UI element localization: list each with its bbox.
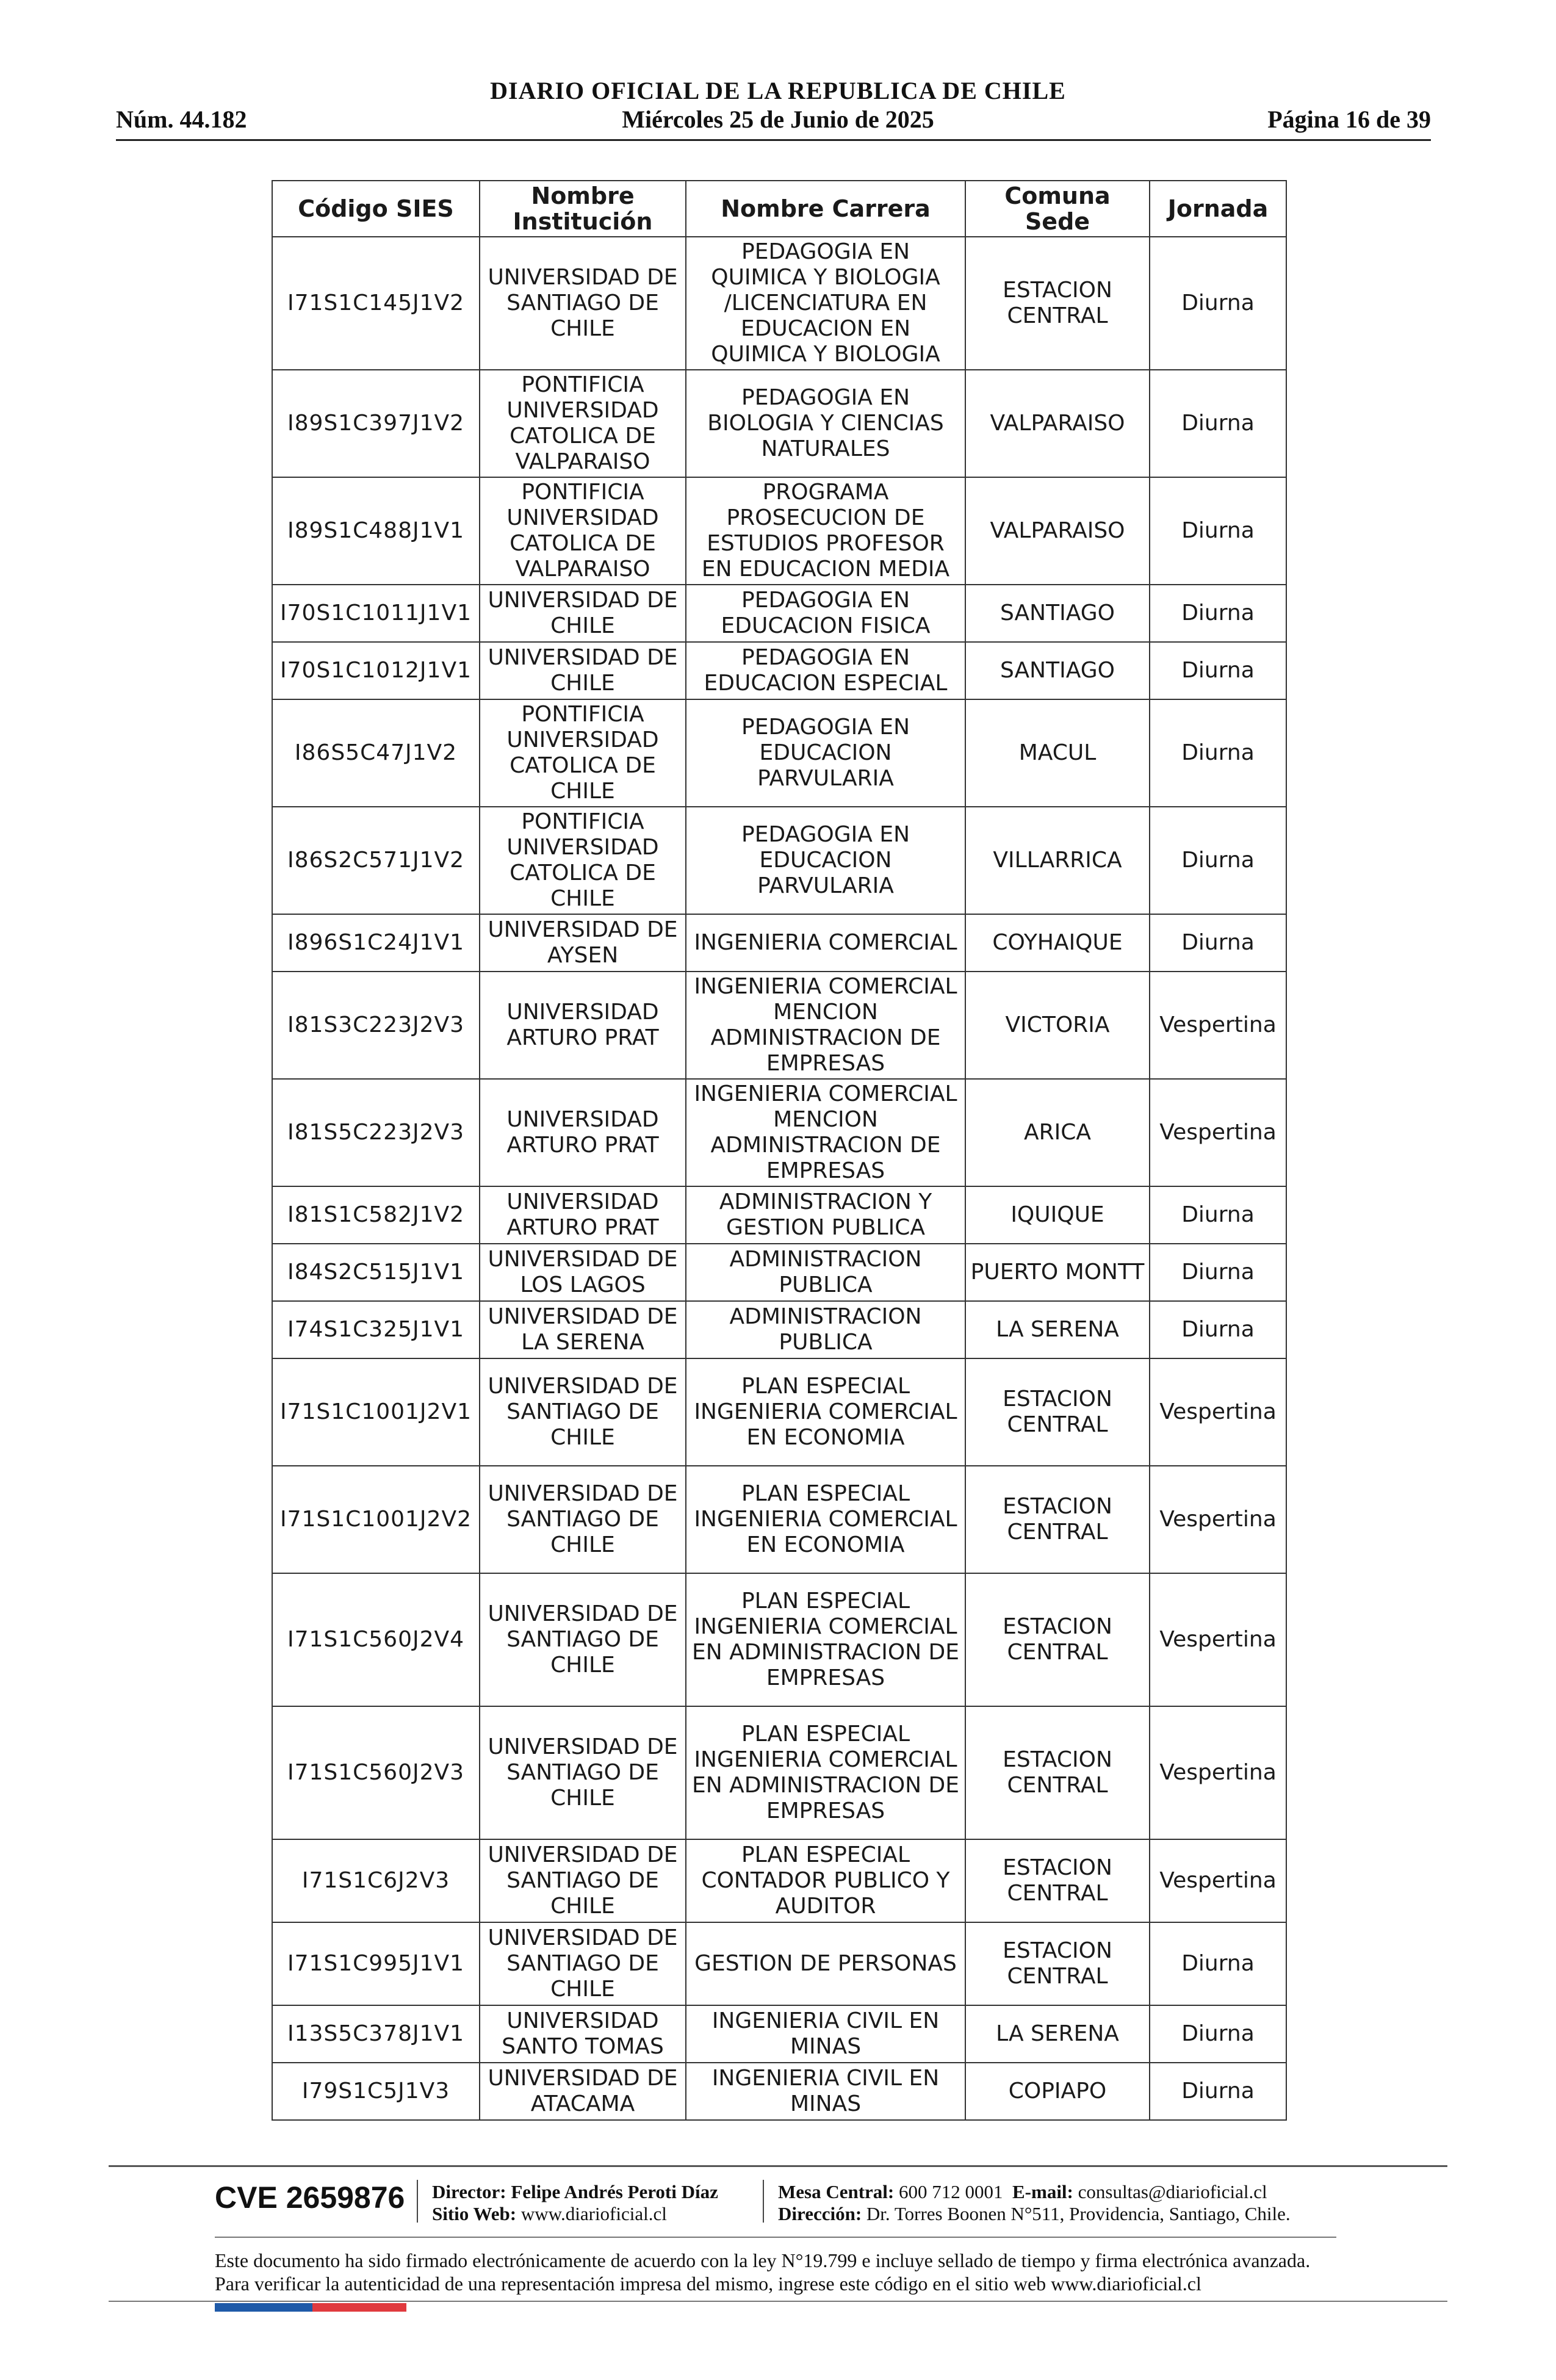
table-row xyxy=(272,1301,1286,1358)
mesa-label: Mesa Central: xyxy=(778,2181,895,2202)
cell-jornada: Diurna xyxy=(1150,237,1286,370)
table-row xyxy=(272,1839,1286,1922)
cell-institucion: UNIVERSIDAD DE SANTIAGO DE CHILE xyxy=(480,1922,686,2005)
signature-notice: Este documento ha sido firmado electrónicamente de acuerdo con la ley N°19.799 e incluye sellado de tiempo y firma electrónica avanzada. Para verificar la autenticidad de una representación impresa del mismo, ingrese este código en el sitio web www.diarioficial.cl xyxy=(215,2249,1311,2295)
cell-carrera: PEDAGOGIA EN EDUCACION ESPECIAL xyxy=(686,642,965,699)
cell-comuna: LA SERENA xyxy=(965,1301,1150,1358)
cell-institucion: UNIVERSIDAD DE SANTIAGO DE CHILE xyxy=(480,1839,686,1922)
cve-code: CVE 2659876 xyxy=(215,2180,405,2215)
flag-bar-blue xyxy=(215,2303,312,2312)
cell-institucion: PONTIFICIA UNIVERSIDAD CATOLICA DE CHILE xyxy=(480,699,686,807)
cell-institucion: UNIVERSIDAD DE ATACAMA xyxy=(480,2063,686,2120)
cell-codigo: I13S5C378J1V1 xyxy=(272,2005,480,2063)
cell-codigo: I71S1C1001J2V1 xyxy=(272,1358,480,1466)
footer-divider-top xyxy=(109,2165,1447,2167)
cell-jornada: Diurna xyxy=(1150,1186,1286,1244)
table-row xyxy=(272,699,1286,807)
careers-table xyxy=(272,180,1287,2121)
cell-jornada: Diurna xyxy=(1150,477,1286,585)
cell-carrera: ADMINISTRACION PUBLICA xyxy=(686,1244,965,1301)
cell-institucion: UNIVERSIDAD SANTO TOMAS xyxy=(480,2005,686,2063)
page-indicator: Página 16 de 39 xyxy=(1267,106,1431,133)
footer-divider-bottom xyxy=(109,2301,1447,2302)
cell-codigo: I79S1C5J1V3 xyxy=(272,2063,480,2120)
web-label: Sitio Web: xyxy=(432,2203,517,2224)
footer-separator xyxy=(763,2180,764,2223)
cell-carrera: ADMINISTRACION PUBLICA xyxy=(686,1301,965,1358)
cell-carrera: PLAN ESPECIAL INGENIERIA COMERCIAL EN ADMINISTRACION DE EMPRESAS xyxy=(686,1573,965,1706)
cell-jornada: Vespertina xyxy=(1150,1706,1286,1839)
header-divider xyxy=(116,139,1431,141)
cell-comuna: MACUL xyxy=(965,699,1150,807)
col-header-codigo: Código SIES xyxy=(272,181,480,237)
cell-jornada: Diurna xyxy=(1150,1301,1286,1358)
cell-jornada: Vespertina xyxy=(1150,1466,1286,1573)
table-row xyxy=(272,1358,1286,1466)
cell-carrera: INGENIERIA COMERCIAL xyxy=(686,914,965,972)
cell-institucion: UNIVERSIDAD DE SANTIAGO DE CHILE xyxy=(480,1358,686,1466)
cell-institucion: PONTIFICIA UNIVERSIDAD CATOLICA DE VALPARAISO xyxy=(480,477,686,585)
cell-codigo: I81S3C223J2V3 xyxy=(272,972,480,1079)
cell-codigo: I84S2C515J1V1 xyxy=(272,1244,480,1301)
table-header-row xyxy=(272,181,1286,237)
cell-institucion: UNIVERSIDAD DE AYSEN xyxy=(480,914,686,972)
cell-jornada: Diurna xyxy=(1150,585,1286,642)
table-row xyxy=(272,237,1286,370)
footer-director-block xyxy=(432,2181,718,2225)
col-header-jornada: Jornada xyxy=(1150,181,1286,237)
cell-institucion: UNIVERSIDAD DE SANTIAGO DE CHILE xyxy=(480,1706,686,1839)
cell-codigo: I71S1C560J2V4 xyxy=(272,1573,480,1706)
cell-carrera: INGENIERIA COMERCIAL MENCION ADMINISTRACION DE EMPRESAS xyxy=(686,972,965,1079)
cell-institucion: UNIVERSIDAD DE SANTIAGO DE CHILE xyxy=(480,1573,686,1706)
cell-codigo: I89S1C397J1V2 xyxy=(272,370,480,477)
table-row xyxy=(272,1706,1286,1839)
cell-codigo: I71S1C1001J2V2 xyxy=(272,1466,480,1573)
cell-institucion: PONTIFICIA UNIVERSIDAD CATOLICA DE VALPARAISO xyxy=(480,370,686,477)
table-row xyxy=(272,1573,1286,1706)
cell-jornada: Diurna xyxy=(1150,2063,1286,2120)
cell-comuna: ESTACION CENTRAL xyxy=(965,1839,1150,1922)
table-row xyxy=(272,914,1286,972)
table-row xyxy=(272,1922,1286,2005)
cell-comuna: ARICA xyxy=(965,1079,1150,1186)
cell-institucion: UNIVERSIDAD DE SANTIAGO DE CHILE xyxy=(480,1466,686,1573)
cell-codigo: I74S1C325J1V1 xyxy=(272,1301,480,1358)
cell-carrera: INGENIERIA COMERCIAL MENCION ADMINISTRACION DE EMPRESAS xyxy=(686,1079,965,1186)
cell-institucion: UNIVERSIDAD ARTURO PRAT xyxy=(480,1186,686,1244)
cell-codigo: I70S1C1012J1V1 xyxy=(272,642,480,699)
cell-comuna: ESTACION CENTRAL xyxy=(965,1573,1150,1706)
address-value: Dr. Torres Boonen N°511, Providencia, Santiago, Chile. xyxy=(866,2203,1291,2224)
cell-jornada: Vespertina xyxy=(1150,972,1286,1079)
cell-jornada: Diurna xyxy=(1150,699,1286,807)
cell-codigo: I81S1C582J1V2 xyxy=(272,1186,480,1244)
table-row xyxy=(272,1466,1286,1573)
col-header-carrera: Nombre Carrera xyxy=(686,181,965,237)
cell-institucion: UNIVERSIDAD DE CHILE xyxy=(480,585,686,642)
cell-institucion: PONTIFICIA UNIVERSIDAD CATOLICA DE CHILE xyxy=(480,807,686,914)
cell-codigo: I86S5C47J1V2 xyxy=(272,699,480,807)
cell-jornada: Vespertina xyxy=(1150,1079,1286,1186)
cell-jornada: Vespertina xyxy=(1150,1839,1286,1922)
cell-codigo: I86S2C571J1V2 xyxy=(272,807,480,914)
address-label: Dirección: xyxy=(778,2203,862,2224)
cell-jornada: Diurna xyxy=(1150,914,1286,972)
cell-comuna: VALPARAISO xyxy=(965,370,1150,477)
cell-carrera: PLAN ESPECIAL INGENIERIA COMERCIAL EN ADMINISTRACION DE EMPRESAS xyxy=(686,1706,965,1839)
web-link[interactable]: www.diarioficial.cl xyxy=(520,2203,667,2224)
cell-comuna: SANTIAGO xyxy=(965,585,1150,642)
cell-carrera: INGENIERIA CIVIL EN MINAS xyxy=(686,2005,965,2063)
cell-comuna: ESTACION CENTRAL xyxy=(965,1922,1150,2005)
table-row xyxy=(272,2005,1286,2063)
cell-jornada: Diurna xyxy=(1150,1922,1286,2005)
cell-jornada: Diurna xyxy=(1150,370,1286,477)
table-row xyxy=(272,477,1286,585)
col-header-institucion: Nombre Institución xyxy=(480,181,686,237)
cell-comuna: IQUIQUE xyxy=(965,1186,1150,1244)
cell-jornada: Diurna xyxy=(1150,2005,1286,2063)
email-label: E-mail: xyxy=(1012,2181,1073,2202)
cell-comuna: ESTACION CENTRAL xyxy=(965,1466,1150,1573)
issue-number: Núm. 44.182 xyxy=(116,106,247,133)
cell-carrera: PEDAGOGIA EN BIOLOGIA Y CIENCIAS NATURALES xyxy=(686,370,965,477)
cell-comuna: VALPARAISO xyxy=(965,477,1150,585)
footer-contact-block xyxy=(778,2181,1291,2225)
cell-comuna: VICTORIA xyxy=(965,972,1150,1079)
cell-jornada: Diurna xyxy=(1150,807,1286,914)
cell-institucion: UNIVERSIDAD DE LA SERENA xyxy=(480,1301,686,1358)
cell-institucion: UNIVERSIDAD DE CHILE xyxy=(480,642,686,699)
cell-carrera: PEDAGOGIA EN QUIMICA Y BIOLOGIA /LICENCIATURA EN EDUCACION EN QUIMICA Y BIOLOGIA xyxy=(686,237,965,370)
cell-carrera: GESTION DE PERSONAS xyxy=(686,1922,965,2005)
cell-comuna: PUERTO MONTT xyxy=(965,1244,1150,1301)
cell-institucion: UNIVERSIDAD DE LOS LAGOS xyxy=(480,1244,686,1301)
table-row xyxy=(272,370,1286,477)
table-row xyxy=(272,585,1286,642)
table-row xyxy=(272,1244,1286,1301)
gazette-title: DIARIO OFICIAL DE LA REPUBLICA DE CHILE xyxy=(490,77,1066,104)
cell-codigo: I71S1C995J1V1 xyxy=(272,1922,480,2005)
col-header-comuna: Comuna Sede xyxy=(965,181,1150,237)
director-name: Felipe Andrés Peroti Díaz xyxy=(511,2181,718,2202)
cell-comuna: VILLARRICA xyxy=(965,807,1150,914)
cell-carrera: ADMINISTRACION Y GESTION PUBLICA xyxy=(686,1186,965,1244)
cell-codigo: I896S1C24J1V1 xyxy=(272,914,480,972)
issue-date: Miércoles 25 de Junio de 2025 xyxy=(622,106,934,133)
director-label: Director: xyxy=(432,2181,506,2202)
cell-carrera: PROGRAMA PROSECUCION DE ESTUDIOS PROFESOR EN EDUCACION MEDIA xyxy=(686,477,965,585)
cell-comuna: COYHAIQUE xyxy=(965,914,1150,972)
footer-divider-mid xyxy=(215,2237,1336,2238)
cell-comuna: ESTACION CENTRAL xyxy=(965,1358,1150,1466)
cell-comuna: LA SERENA xyxy=(965,2005,1150,2063)
cell-codigo: I71S1C6J2V3 xyxy=(272,1839,480,1922)
cell-comuna: ESTACION CENTRAL xyxy=(965,1706,1150,1839)
mesa-phone: 600 712 0001 xyxy=(899,2181,1003,2202)
cell-institucion: UNIVERSIDAD DE SANTIAGO DE CHILE xyxy=(480,237,686,370)
cell-comuna: SANTIAGO xyxy=(965,642,1150,699)
table-row xyxy=(272,642,1286,699)
footer-separator xyxy=(417,2180,418,2223)
cell-comuna: ESTACION CENTRAL xyxy=(965,237,1150,370)
cell-carrera: PEDAGOGIA EN EDUCACION PARVULARIA xyxy=(686,699,965,807)
cell-codigo: I71S1C145J1V2 xyxy=(272,237,480,370)
email-link[interactable]: consultas@diarioficial.cl xyxy=(1078,2181,1267,2202)
cell-codigo: I89S1C488J1V1 xyxy=(272,477,480,585)
cell-institucion: UNIVERSIDAD ARTURO PRAT xyxy=(480,1079,686,1186)
table-row xyxy=(272,2063,1286,2120)
table-row xyxy=(272,1186,1286,1244)
cell-institucion: UNIVERSIDAD ARTURO PRAT xyxy=(480,972,686,1079)
table-row xyxy=(272,807,1286,914)
cell-codigo: I71S1C560J2V3 xyxy=(272,1706,480,1839)
cell-codigo: I81S5C223J2V3 xyxy=(272,1079,480,1186)
cell-comuna: COPIAPO xyxy=(965,2063,1150,2120)
cell-jornada: Diurna xyxy=(1150,642,1286,699)
cell-carrera: PEDAGOGIA EN EDUCACION FISICA xyxy=(686,585,965,642)
cell-carrera: PLAN ESPECIAL INGENIERIA COMERCIAL EN ECONOMIA xyxy=(686,1466,965,1573)
cell-jornada: Vespertina xyxy=(1150,1358,1286,1466)
cell-jornada: Vespertina xyxy=(1150,1573,1286,1706)
cell-jornada: Diurna xyxy=(1150,1244,1286,1301)
table-row xyxy=(272,1079,1286,1186)
table-row xyxy=(272,972,1286,1079)
cell-codigo: I70S1C1011J1V1 xyxy=(272,585,480,642)
cell-carrera: PLAN ESPECIAL INGENIERIA COMERCIAL EN ECONOMIA xyxy=(686,1358,965,1466)
cell-carrera: PLAN ESPECIAL CONTADOR PUBLICO Y AUDITOR xyxy=(686,1839,965,1922)
flag-bar-red xyxy=(312,2303,406,2312)
cell-carrera: INGENIERIA CIVIL EN MINAS xyxy=(686,2063,965,2120)
cell-carrera: PEDAGOGIA EN EDUCACION PARVULARIA xyxy=(686,807,965,914)
